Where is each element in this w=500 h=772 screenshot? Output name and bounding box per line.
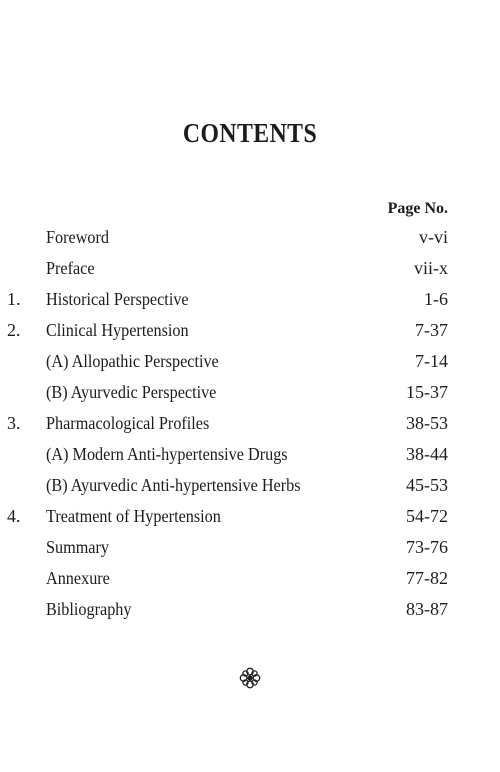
entry-number: 3.: [7, 413, 21, 433]
entry-title: Foreword: [46, 227, 109, 247]
entry-page: v-vi: [419, 227, 448, 247]
entry-page: 38-44: [406, 444, 448, 464]
entry-title: (B) Ayurvedic Anti-hypertensive Herbs: [46, 475, 301, 495]
toc-entry: [0, 377, 500, 408]
entry-page: 45-53: [406, 475, 448, 495]
entry-title: Historical Perspective: [46, 289, 189, 309]
entry-page: 38-53: [406, 413, 448, 433]
toc-entry: [0, 563, 500, 594]
entry-title: (A) Allopathic Perspective: [46, 351, 219, 371]
toc-entry: [0, 222, 500, 253]
entry-title: Summary: [46, 537, 109, 557]
contents-list: [0, 222, 500, 625]
entry-page: vii-x: [414, 258, 448, 278]
entry-number: 1.: [7, 289, 21, 309]
entry-title: Bibliography: [46, 599, 132, 619]
toc-entry: [0, 253, 500, 284]
entry-title: Clinical Hypertension: [46, 320, 189, 340]
page-title: CONTENTS: [182, 118, 318, 148]
entry-number: 2.: [7, 320, 21, 340]
entry-number: 4.: [7, 506, 21, 526]
flower-ornament-icon: [239, 667, 261, 689]
toc-entry: [0, 439, 500, 470]
toc-entry: [0, 346, 500, 377]
entry-title: Treatment of Hypertension: [46, 506, 221, 526]
toc-entry: [0, 501, 500, 532]
toc-entry: [0, 284, 500, 315]
entry-title: Preface: [46, 258, 95, 278]
entry-page: 73-76: [406, 537, 448, 557]
toc-entry: [0, 408, 500, 439]
entry-title: Annexure: [46, 568, 110, 588]
entry-page: 15-37: [406, 382, 448, 402]
entry-page: 7-37: [415, 320, 448, 340]
entry-page: 83-87: [406, 599, 448, 619]
entry-page: 7-14: [415, 351, 448, 371]
entry-title: Pharmacological Profiles: [46, 413, 210, 433]
entry-page: 54-72: [406, 506, 448, 526]
toc-entry: [0, 594, 500, 625]
entry-page: 77-82: [406, 568, 448, 588]
toc-entry: [0, 470, 500, 501]
toc-entry: [0, 315, 500, 346]
toc-entry: [0, 532, 500, 563]
page-number-column-header: Page No.: [387, 200, 448, 217]
entry-page: 1-6: [424, 289, 448, 309]
entry-title: (A) Modern Anti-hypertensive Drugs: [46, 444, 288, 464]
entry-title: (B) Ayurvedic Perspective: [46, 382, 217, 402]
